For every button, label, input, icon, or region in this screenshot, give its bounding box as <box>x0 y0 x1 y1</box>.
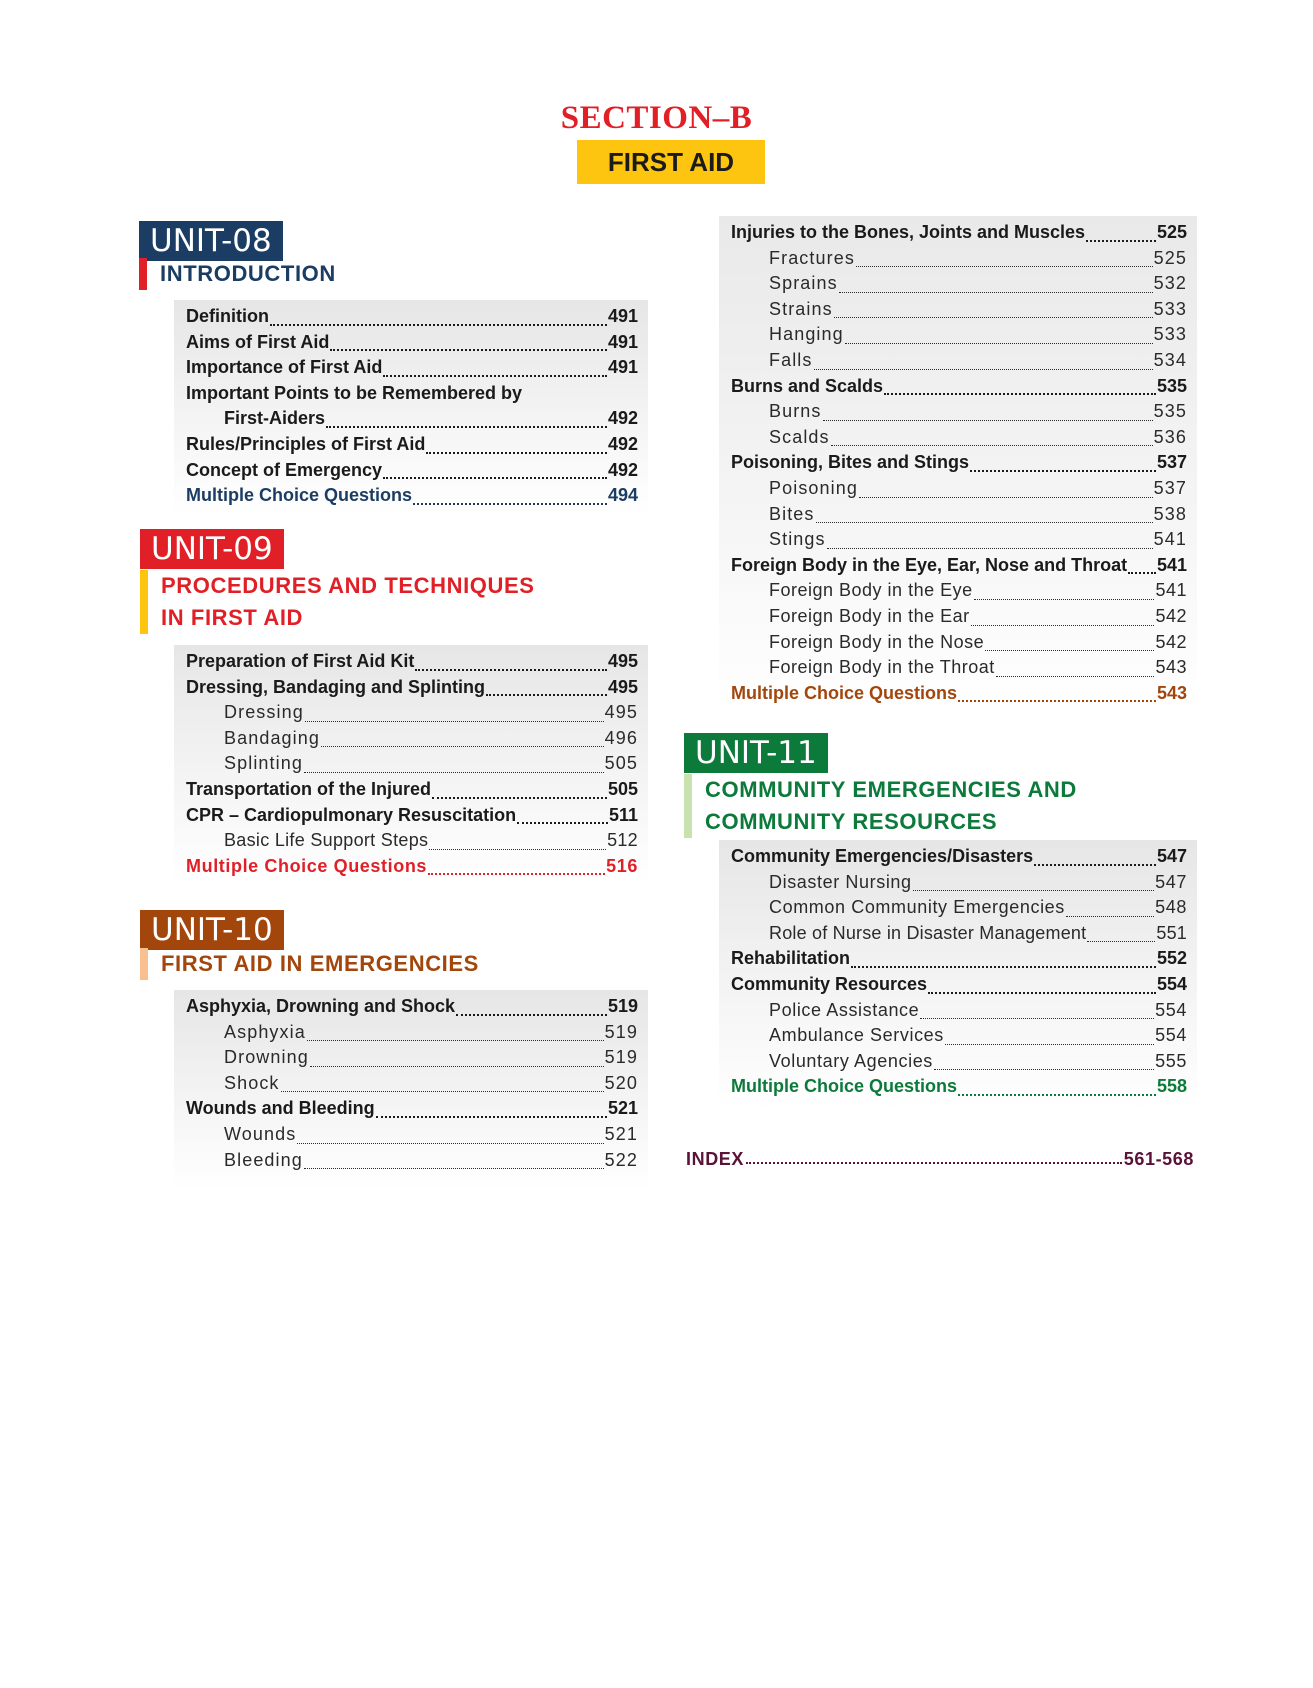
dot-leader <box>845 343 1153 344</box>
toc-entry[interactable] <box>186 651 638 677</box>
toc-entry-page: 491 <box>607 306 638 326</box>
dot-leader <box>426 452 607 454</box>
toc-entry[interactable] <box>186 779 638 805</box>
toc-subentry[interactable] <box>186 1047 638 1073</box>
toc-entry[interactable] <box>186 383 638 409</box>
toc-entry-label: Sprains <box>769 273 838 294</box>
toc-entry-page: 495 <box>607 676 638 697</box>
dot-leader <box>996 676 1155 677</box>
dot-leader <box>486 694 607 696</box>
dot-leader <box>974 599 1155 600</box>
toc-subentry[interactable] <box>731 923 1187 949</box>
dot-leader <box>304 1168 604 1169</box>
toc-subentry[interactable] <box>731 427 1187 453</box>
toc-entry[interactable] <box>186 996 638 1022</box>
toc-entry-label: Foreign Body in the Throat <box>769 657 995 678</box>
toc-entry-page: 536 <box>1153 426 1187 447</box>
toc-subentry[interactable] <box>731 632 1187 658</box>
dot-leader <box>310 1066 604 1067</box>
dot-leader <box>1034 864 1156 866</box>
toc-entry-page: 494 <box>607 485 638 506</box>
dot-leader <box>823 420 1153 421</box>
dot-leader <box>859 497 1153 498</box>
toc-entry-label: Rules/Principles of First Aid <box>186 433 426 454</box>
toc-entry-page: 505 <box>604 753 638 774</box>
toc-entry-label: Rehabilitation <box>731 948 851 969</box>
toc-entry[interactable] <box>186 677 638 703</box>
index-entry[interactable] <box>686 1149 1194 1170</box>
dot-leader <box>307 1040 604 1041</box>
toc-entry-page: 521 <box>604 1123 638 1144</box>
dot-leader <box>816 522 1153 523</box>
toc-entry-label: Foreign Body in the Ear <box>769 605 970 626</box>
toc-entry-page: 495 <box>604 702 638 723</box>
toc-entry-page: 547 <box>1156 846 1187 866</box>
toc-entry[interactable] <box>186 805 638 831</box>
toc-entry-label: Asphyxia, Drowning and Shock <box>186 996 456 1016</box>
toc-entry[interactable] <box>731 555 1187 581</box>
unit-10-toc-continued <box>719 216 1197 712</box>
toc-entry-label: CPR – Cardiopulmonary Resuscitation <box>186 804 517 825</box>
toc-entry-page: 555 <box>1155 1050 1187 1071</box>
toc-entry[interactable] <box>186 1098 638 1124</box>
toc-entry-page: 491 <box>607 357 638 378</box>
toc-subentry[interactable] <box>186 1022 638 1048</box>
toc-entry-label: Role of Nurse in Disaster Management <box>769 922 1087 943</box>
toc-entry-page: 511 <box>608 804 638 825</box>
toc-entry-page: 541 <box>1153 529 1187 550</box>
toc-entry-page: 525 <box>1153 247 1187 268</box>
toc-entry-mcq[interactable] <box>186 856 638 882</box>
toc-entry[interactable] <box>731 222 1187 248</box>
toc-entry-label: Wounds and Bleeding <box>186 1098 375 1119</box>
toc-entry-label: Poisoning, Bites and Stings <box>731 452 970 473</box>
dot-leader <box>326 426 607 428</box>
dot-leader <box>456 1014 607 1016</box>
toc-entry-label: Community Resources <box>731 973 928 994</box>
dot-leader <box>834 317 1153 318</box>
toc-entry-page: 547 <box>1155 871 1187 892</box>
toc-entry-page: 542 <box>1155 631 1187 652</box>
toc-entry[interactable] <box>186 460 638 486</box>
toc-entry-page: 537 <box>1153 477 1187 498</box>
unit-09-toc <box>174 645 648 885</box>
toc-entry-label: Drowning <box>224 1047 309 1068</box>
unit-08-badge: UNIT-08 <box>139 221 283 261</box>
unit-10-badge: UNIT-10 <box>140 910 284 950</box>
toc-entry[interactable] <box>731 846 1187 872</box>
dot-leader <box>1086 240 1156 242</box>
toc-subentry[interactable] <box>186 830 638 856</box>
toc-subentry[interactable] <box>731 273 1187 299</box>
toc-entry-page: 535 <box>1153 401 1187 422</box>
toc-entry-page: 542 <box>1155 605 1187 626</box>
toc-entry-page: 505 <box>607 778 638 799</box>
toc-entry-label: Disaster Nursing <box>769 871 912 892</box>
dot-leader <box>321 746 604 747</box>
toc-entry-page: 492 <box>607 408 638 429</box>
toc-entry-page: 538 <box>1153 503 1187 524</box>
toc-entry-page: 520 <box>604 1072 638 1093</box>
unit-10-title-line: FIRST AID IN EMERGENCIES <box>161 951 479 976</box>
dot-leader <box>517 822 608 824</box>
toc-entry-page: 533 <box>1153 298 1187 319</box>
toc-subentry[interactable] <box>186 753 638 779</box>
toc-entry-page: 543 <box>1155 657 1187 678</box>
dot-leader <box>376 1116 607 1118</box>
dot-leader <box>383 375 607 377</box>
toc-entry[interactable] <box>731 452 1187 478</box>
dot-leader <box>884 393 1156 395</box>
toc-entry-label: Strains <box>769 298 833 319</box>
unit-10-toc <box>174 990 648 1190</box>
toc-entry-page: 492 <box>607 433 638 454</box>
dot-leader <box>330 349 607 351</box>
toc-entry[interactable] <box>186 408 638 434</box>
unit-08-title-line: INTRODUCTION <box>160 261 336 286</box>
toc-entry-label: Falls <box>769 349 813 370</box>
toc-entry-page: 525 <box>1156 222 1187 242</box>
toc-entry-label: Stings <box>769 529 826 550</box>
toc-entry-label: Dressing, Bandaging and Splinting <box>186 676 486 697</box>
toc-entry-label: Hanging <box>769 324 844 345</box>
dot-leader <box>305 721 604 722</box>
dot-leader <box>945 1044 1154 1045</box>
toc-entry-page: 541 <box>1156 554 1187 575</box>
toc-entry-label: Poisoning <box>769 477 858 498</box>
dot-leader <box>851 966 1156 968</box>
dot-leader <box>831 445 1153 446</box>
dot-leader <box>958 1094 1156 1096</box>
toc-entry-page: 533 <box>1153 324 1187 345</box>
toc-entry-label: Multiple Choice Questions <box>186 485 413 506</box>
toc-entry-page: 554 <box>1155 1025 1187 1046</box>
toc-entry[interactable] <box>186 434 638 460</box>
toc-entry-label: Shock <box>224 1072 280 1093</box>
toc-subentry[interactable] <box>731 606 1187 632</box>
toc-entry-page: 495 <box>607 651 638 671</box>
section-subtitle: FIRST AID <box>577 140 765 184</box>
toc-entry-label: Ambulance Services <box>769 1025 944 1046</box>
unit-08-toc <box>174 300 648 516</box>
dot-leader <box>270 324 607 326</box>
toc-entry-page: 532 <box>1153 273 1187 294</box>
toc-subentry[interactable] <box>731 872 1187 898</box>
toc-entry-page: 552 <box>1156 948 1187 969</box>
dot-leader <box>971 625 1155 626</box>
toc-entry-page: 491 <box>607 331 638 352</box>
toc-entry-page: 492 <box>607 459 638 480</box>
toc-entry-label: Bandaging <box>224 727 320 748</box>
toc-entry-label: Burns <box>769 401 822 422</box>
toc-entry-label: Bleeding <box>224 1149 303 1170</box>
toc-entry-label: Basic Life Support Steps <box>224 830 429 851</box>
toc-subentry[interactable] <box>731 478 1187 504</box>
toc-entry-page: 519 <box>604 1047 638 1068</box>
dot-leader <box>839 292 1153 293</box>
dot-leader <box>429 849 606 850</box>
dot-leader <box>985 650 1154 651</box>
toc-entry-label: Asphyxia <box>224 1021 306 1042</box>
dot-leader <box>413 503 607 505</box>
toc-entry-page: 521 <box>607 1098 638 1119</box>
toc-entry-label: Splinting <box>224 753 303 774</box>
dot-leader <box>281 1091 604 1092</box>
toc-entry-mcq[interactable] <box>731 1076 1187 1102</box>
unit-08-title <box>139 258 336 290</box>
unit-09-title <box>140 570 535 634</box>
dot-leader <box>1066 916 1154 917</box>
toc-entry-page: 516 <box>606 855 638 876</box>
toc-entry[interactable] <box>731 376 1187 402</box>
toc-subentry[interactable] <box>731 529 1187 555</box>
dot-leader <box>920 1018 1154 1019</box>
toc-entry-page: 496 <box>604 727 638 748</box>
toc-entry-label: First-Aiders <box>224 408 326 429</box>
toc-entry-label: Transportation of the Injured <box>186 778 432 799</box>
toc-entry-label: Foreign Body in the Eye, Ear, Nose and Throat <box>731 554 1128 575</box>
toc-entry-label: Preparation of First Aid Kit <box>186 651 415 671</box>
toc-entry-page: 537 <box>1156 452 1187 473</box>
toc-subentry[interactable] <box>731 401 1187 427</box>
dot-leader <box>297 1143 603 1144</box>
toc-entry[interactable] <box>731 948 1187 974</box>
dot-leader <box>383 477 607 479</box>
dot-leader <box>304 772 604 773</box>
dot-leader <box>913 890 1155 891</box>
toc-entry-label: Concept of Emergency <box>186 459 383 480</box>
toc-entry-label: Definition <box>186 306 269 326</box>
toc-entry-label: Importance of First Aid <box>186 357 383 378</box>
toc-entry-label: Injuries to the Bones, Joints and Muscles <box>731 222 1086 242</box>
toc-entry-mcq[interactable] <box>186 485 638 511</box>
toc-entry-label: Aims of First Aid <box>186 331 330 352</box>
toc-entry-label: Important Points to be Remembered by <box>186 382 523 403</box>
toc-subentry[interactable] <box>186 1124 638 1150</box>
unit-11-badge: UNIT-11 <box>684 733 828 773</box>
dot-leader <box>415 669 607 671</box>
dot-leader <box>958 700 1156 702</box>
toc-entry[interactable] <box>186 357 638 383</box>
dot-leader <box>827 548 1153 549</box>
dot-leader <box>1128 572 1156 574</box>
unit-09-title-line: PROCEDURES AND TECHNIQUES <box>161 573 535 598</box>
toc-entry-page: 543 <box>1156 682 1187 703</box>
toc-entry-page: 512 <box>607 830 638 851</box>
unit-11-title-line: COMMUNITY EMERGENCIES AND <box>705 777 1077 802</box>
toc-subentry[interactable] <box>186 1073 638 1099</box>
toc-entry-label: Multiple Choice Questions <box>731 1076 958 1097</box>
unit-09-badge: UNIT-09 <box>140 529 284 569</box>
toc-entry-page: 519 <box>607 996 638 1016</box>
section-title: SECTION–B <box>560 100 753 136</box>
toc-entry[interactable] <box>731 974 1187 1000</box>
toc-entry-page: 558 <box>1156 1076 1187 1097</box>
dot-leader <box>970 470 1156 472</box>
toc-entry-label: Wounds <box>224 1123 297 1144</box>
dot-leader <box>814 369 1153 370</box>
toc-entry[interactable] <box>186 306 638 332</box>
toc-entry-label: Community Emergencies/Disasters <box>731 846 1034 866</box>
unit-10-title <box>140 948 479 980</box>
toc-entry-label: Multiple Choice Questions <box>186 855 428 876</box>
toc-subentry[interactable] <box>731 897 1187 923</box>
toc-entry-label: Bites <box>769 503 815 524</box>
toc-subentry[interactable] <box>731 1051 1187 1077</box>
toc-subentry[interactable] <box>731 1000 1187 1026</box>
toc-subentry[interactable] <box>731 324 1187 350</box>
toc-subentry[interactable] <box>731 1025 1187 1051</box>
toc-entry-label: Common Community Emergencies <box>769 897 1065 918</box>
dot-leader <box>1087 941 1155 942</box>
dot-leader <box>746 1162 1122 1164</box>
toc-entry-label: Dressing <box>224 702 304 723</box>
toc-entry-label: Fractures <box>769 247 855 268</box>
toc-subentry[interactable] <box>731 580 1187 606</box>
toc-entry-page: 522 <box>604 1149 638 1170</box>
toc-entry-page: 548 <box>1155 897 1187 918</box>
toc-entry-mcq[interactable] <box>731 683 1187 709</box>
toc-entry-page: 519 <box>604 1021 638 1042</box>
toc-entry-label: Foreign Body in the Eye <box>769 580 973 601</box>
toc-entry-label: Police Assistance <box>769 999 920 1020</box>
toc-entry-label: Foreign Body in the Nose <box>769 631 985 652</box>
toc-entry-page: 554 <box>1156 973 1187 994</box>
toc-entry-label: Burns and Scalds <box>731 375 884 396</box>
dot-leader <box>428 873 605 875</box>
index-pages: 561-568 <box>1123 1149 1194 1169</box>
unit-11-title <box>684 774 1077 838</box>
toc-entry-page: 534 <box>1153 349 1187 370</box>
index-label: INDEX <box>686 1149 745 1169</box>
toc-subentry[interactable] <box>731 350 1187 376</box>
toc-entry-label: Multiple Choice Questions <box>731 682 958 703</box>
toc-entry-page: 551 <box>1156 922 1187 943</box>
toc-subentry[interactable] <box>186 702 638 728</box>
toc-subentry[interactable] <box>731 299 1187 325</box>
toc-entry-page: 535 <box>1156 375 1187 396</box>
unit-11-toc <box>719 840 1197 1110</box>
toc-subentry[interactable] <box>186 728 638 754</box>
dot-leader <box>934 1069 1154 1070</box>
toc-entry-label: Scalds <box>769 426 830 447</box>
dot-leader <box>928 992 1156 994</box>
toc-entry-label: Voluntary Agencies <box>769 1050 933 1071</box>
dot-leader <box>856 266 1153 267</box>
toc-entry[interactable] <box>186 332 638 358</box>
toc-entry-page: 541 <box>1155 580 1187 601</box>
toc-subentry[interactable] <box>731 504 1187 530</box>
dot-leader <box>432 797 607 799</box>
unit-11-title-line: COMMUNITY RESOURCES <box>705 809 998 834</box>
toc-subentry[interactable] <box>186 1150 638 1176</box>
toc-subentry[interactable] <box>731 657 1187 683</box>
unit-09-title-line: IN FIRST AID <box>161 605 304 630</box>
toc-entry-page: 554 <box>1155 999 1187 1020</box>
toc-subentry[interactable] <box>731 248 1187 274</box>
